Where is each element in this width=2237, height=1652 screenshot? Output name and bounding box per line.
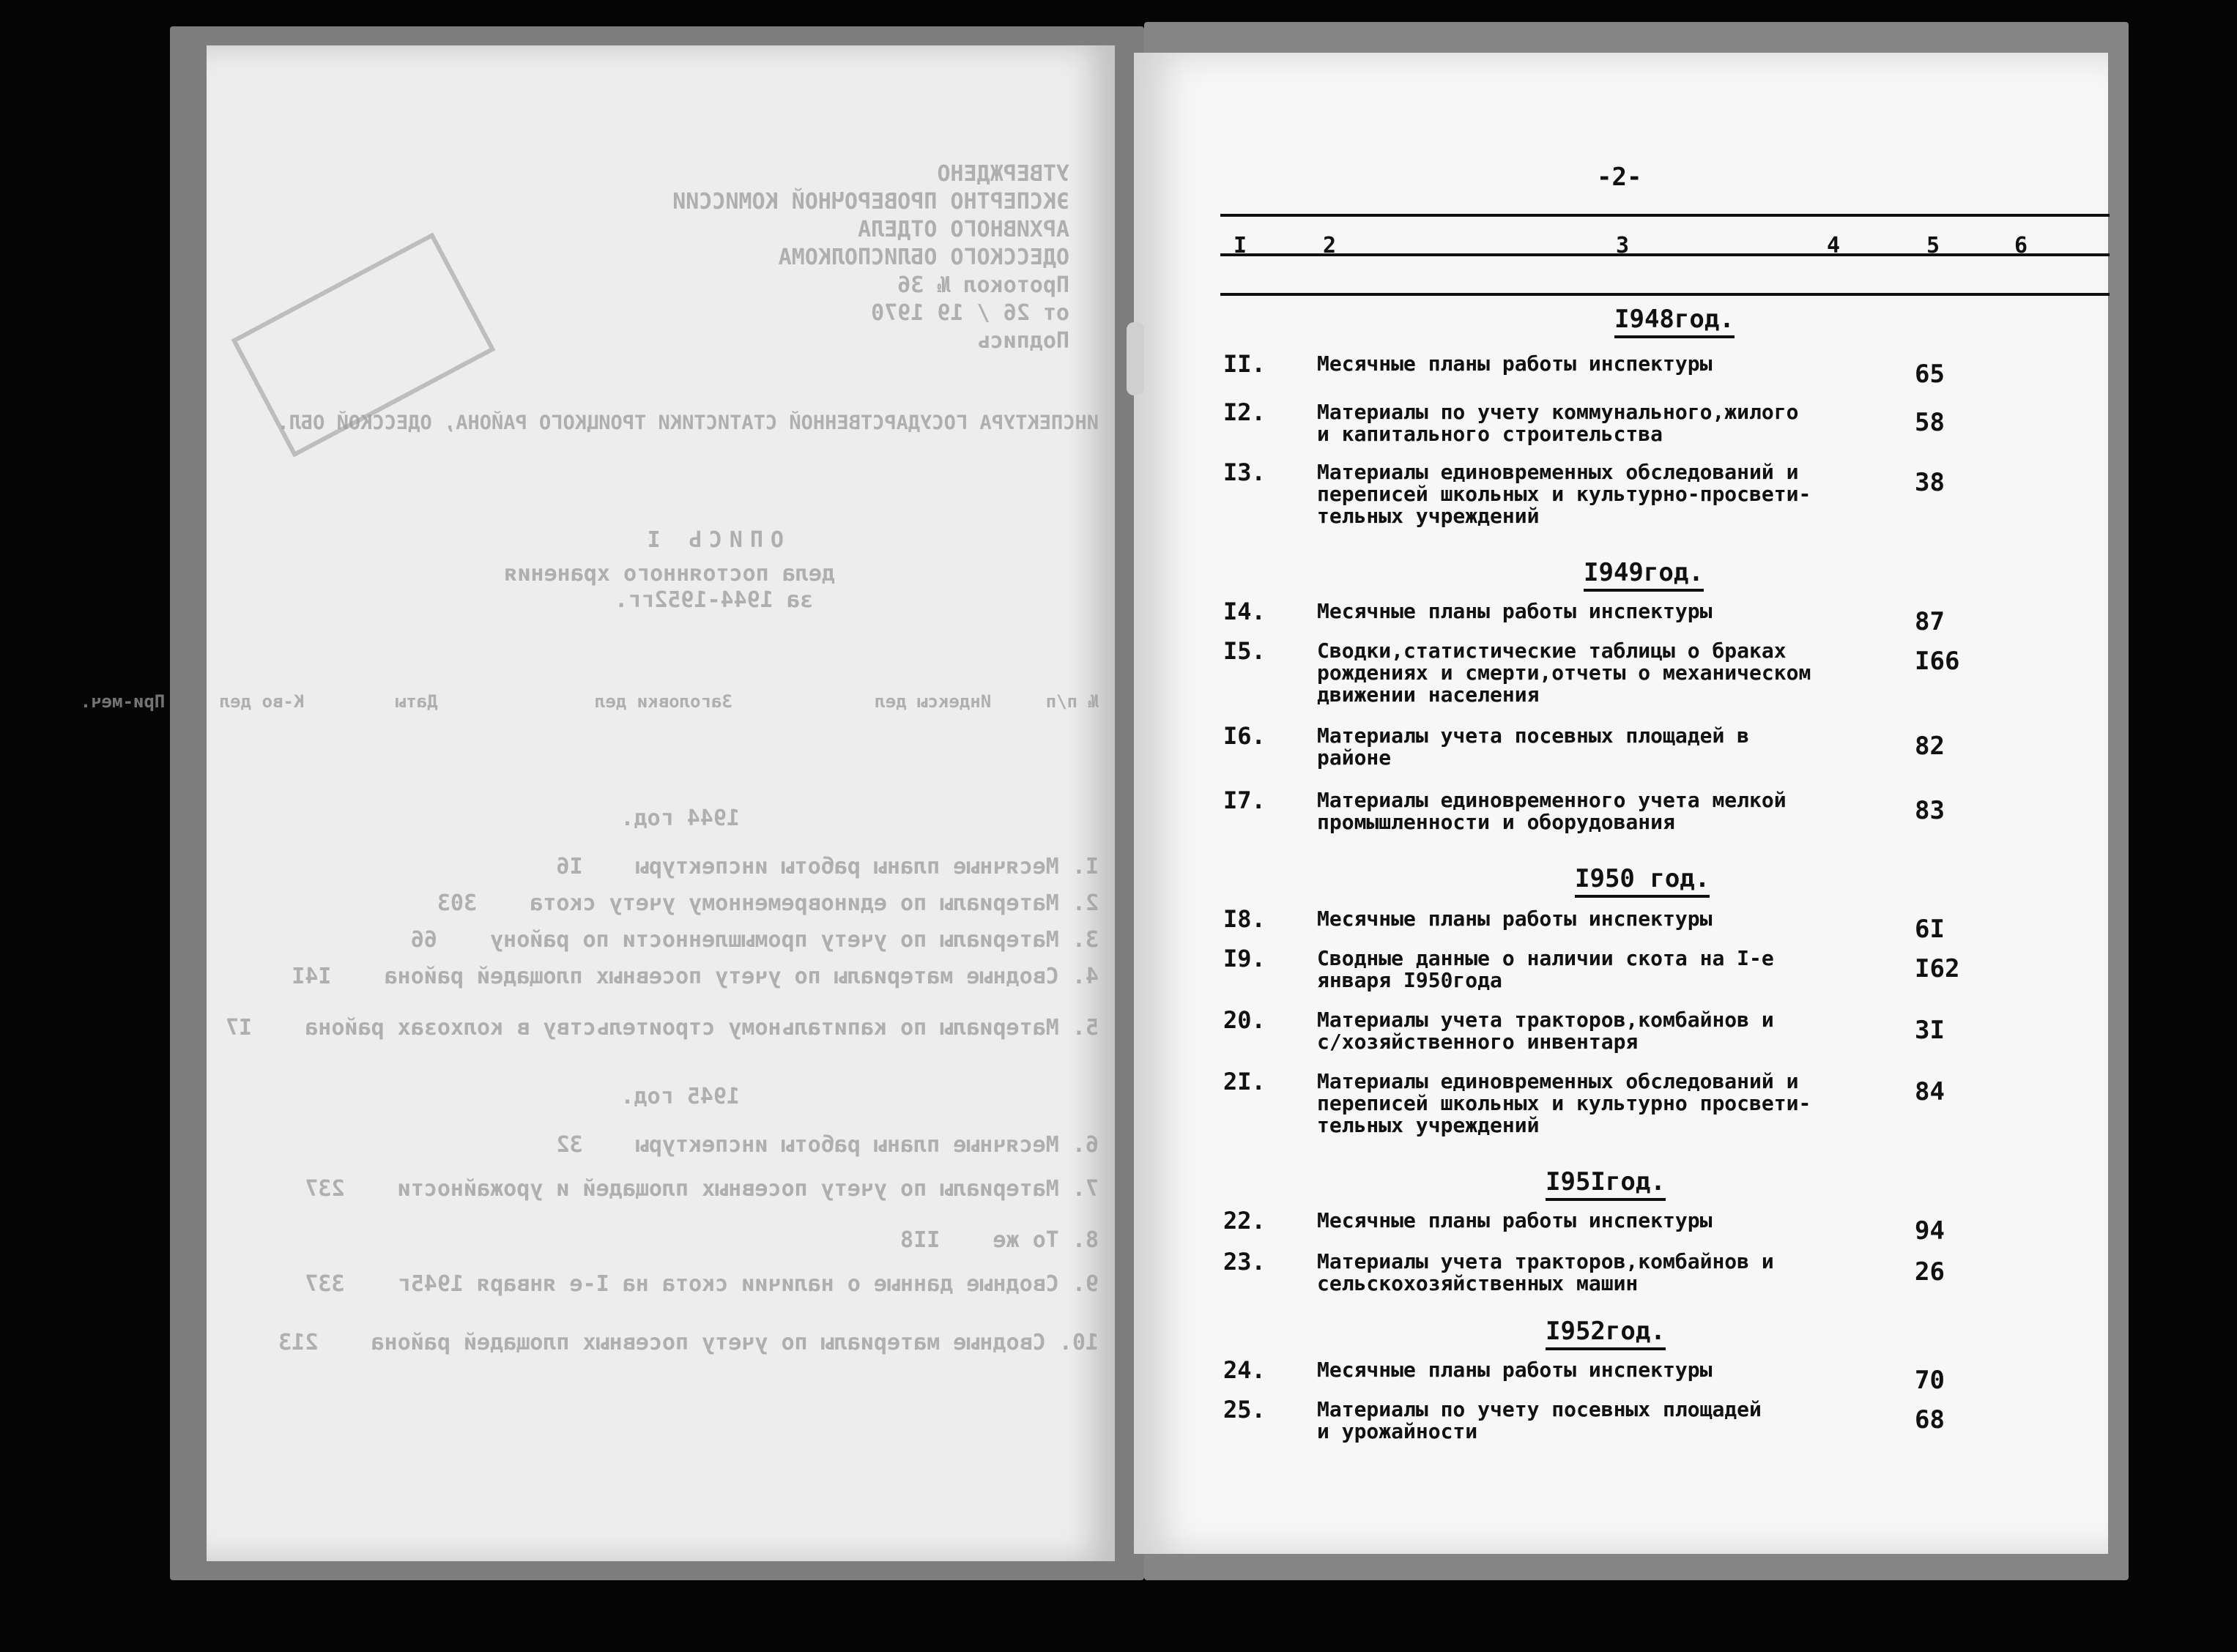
table-top-rule xyxy=(1220,214,2110,217)
list-item: 4. Сводные материалы по учету посевных площадей района I4I xyxy=(292,964,1099,989)
column-number: 2 xyxy=(1323,233,1337,258)
row-text: Материалы учета тракторов,комбайнов и xyxy=(1317,1008,1774,1032)
row-text: Месячные планы работы инспектуры xyxy=(1317,1208,1713,1232)
row-text: переписей школьных и культурно-просвети- xyxy=(1317,482,1811,506)
row-quantity: 68 xyxy=(1915,1405,1945,1435)
row-quantity: 3I xyxy=(1915,1016,1945,1045)
row-number: II. xyxy=(1223,350,1266,378)
row-text: Материалы по учету коммунального,жилого xyxy=(1317,400,1799,424)
row-text: и урожайности xyxy=(1317,1419,1478,1443)
list-item: 7. Материалы по учету посевных площадей и урожайности 237 xyxy=(305,1176,1099,1202)
row-text: рождениях и смерти,отчеты о механическом xyxy=(1317,661,1811,685)
column-number: 5 xyxy=(1926,233,1940,258)
row-number: I9. xyxy=(1223,945,1266,972)
row-quantity: 65 xyxy=(1915,360,1945,389)
column-number: 6 xyxy=(2014,233,2028,258)
list-item: I. Месячные планы работы инспектуры I6 xyxy=(556,854,1099,879)
binding-ring xyxy=(1127,322,1144,395)
stamp-line: ОДЕССКОГО ОБЛИСПОЛКОМА xyxy=(778,245,1069,270)
list-item: 9. Сводные данные о наличии скота на I-е января 1945г 337 xyxy=(305,1271,1099,1297)
list-item: 8. То же II8 xyxy=(900,1227,1099,1253)
row-number: I4. xyxy=(1223,598,1266,625)
year-heading: I948год. xyxy=(1614,305,1735,338)
row-text: тельных учреждений xyxy=(1317,504,1540,528)
page-number: -2- xyxy=(1597,163,1642,192)
list-item: 5. Материалы по капитальному строительству в колхозах района I7 xyxy=(225,1015,1099,1041)
row-text: Материалы учета тракторов,комбайнов и xyxy=(1317,1249,1774,1273)
row-number: I3. xyxy=(1223,458,1266,486)
row-text: Материалы по учету посевных площадей xyxy=(1317,1397,1762,1421)
row-number: 2I. xyxy=(1223,1068,1266,1095)
column-number: 4 xyxy=(1827,233,1841,258)
year-heading: I949год. xyxy=(1584,558,1704,592)
inventory-title: ОПИСЬ I xyxy=(639,527,784,553)
year-heading: 1945 год. xyxy=(620,1084,740,1109)
row-text: и капитального строительства xyxy=(1317,422,1663,446)
stamp-line: ЭКСПЕРТНО ПРОВЕРОЧНОЙ КОМИССИИ xyxy=(672,189,1069,215)
row-number: 24. xyxy=(1223,1356,1266,1384)
row-quantity: I62 xyxy=(1915,954,1960,983)
row-quantity: 58 xyxy=(1915,408,1945,437)
row-quantity: 26 xyxy=(1915,1257,1945,1287)
row-quantity: 94 xyxy=(1915,1216,1945,1246)
table-header-rule xyxy=(1220,253,2110,256)
row-number: 23. xyxy=(1223,1248,1266,1276)
stamp-line: Протокол № 36 xyxy=(897,272,1069,298)
stamp-line: УТВЕРЖДЕНО xyxy=(937,161,1069,187)
stamp-line: АРХИВНОГО ОТДЕЛА xyxy=(858,217,1069,242)
row-text: Материалы единовременных обследований и xyxy=(1317,1069,1799,1093)
header-cell: При-меч. xyxy=(80,691,166,712)
row-text: Месячные планы работы инспектуры xyxy=(1317,351,1713,376)
row-text: января I950года xyxy=(1317,968,1502,992)
row-text: тельных учреждений xyxy=(1317,1113,1540,1137)
table-header-bottom-rule xyxy=(1220,293,2110,296)
row-text: промышленности и оборудования xyxy=(1317,810,1675,834)
row-quantity: 38 xyxy=(1915,468,1945,497)
inventory-subtitle: дела постоянного хранения xyxy=(504,561,835,587)
row-text: Месячные планы работы инспектуры xyxy=(1317,1358,1713,1382)
row-number: I7. xyxy=(1223,786,1266,814)
row-text: Месячные планы работы инспектуры xyxy=(1317,907,1713,931)
row-text: Сводные данные о наличии скота на I-е xyxy=(1317,946,1774,970)
row-quantity: 82 xyxy=(1915,732,1945,761)
list-item: 2. Материалы по единовременному учету скота 303 xyxy=(437,890,1099,916)
row-text: сельскохозяйственных машин xyxy=(1317,1271,1639,1295)
row-number: I2. xyxy=(1223,398,1266,426)
row-quantity: 87 xyxy=(1915,607,1945,636)
row-quantity: 84 xyxy=(1915,1077,1945,1106)
row-text: Месячные планы работы инспектуры xyxy=(1317,599,1713,623)
year-heading: I95Iгод. xyxy=(1546,1167,1666,1201)
row-quantity: I66 xyxy=(1915,647,1960,676)
year-heading: 1944 год. xyxy=(620,805,740,831)
row-text: Материалы единовременных обследований и xyxy=(1317,460,1799,484)
org-line: ИНСПЕКТУРА ГОСУДАРСТВЕННОЙ СТАТИСТИКИ ТРОИЦКОГО РАЙОНА, ОДЕССКОЙ ОБЛ. xyxy=(277,412,1099,434)
stamp-line: Подпись xyxy=(976,328,1069,354)
year-heading: I950 год. xyxy=(1575,864,1710,898)
row-number: I6. xyxy=(1223,722,1266,750)
list-item: 6. Месячные планы работы инспектуры 32 xyxy=(556,1132,1099,1158)
row-quantity: 83 xyxy=(1915,796,1945,825)
row-text: Сводки,статистические таблицы о браках xyxy=(1317,639,1787,663)
row-number: 25. xyxy=(1223,1396,1266,1424)
table-header xyxy=(81,688,1099,715)
row-text: с/хозяйственного инвентаря xyxy=(1317,1030,1639,1054)
row-number: I8. xyxy=(1223,905,1266,933)
header-cell: № п/п xyxy=(1045,691,1099,712)
header-cell: Заголовки дел xyxy=(595,691,732,712)
header-cell: Индексы дел xyxy=(875,691,992,712)
column-number: I xyxy=(1233,233,1247,258)
row-text: переписей школьных и культурно просвети- xyxy=(1317,1091,1811,1115)
list-item: 3. Материалы по учету промышленности по району 66 xyxy=(410,927,1099,953)
header-cell: Даты xyxy=(395,691,438,712)
row-text: Материалы единовременного учета мелкой xyxy=(1317,788,1787,812)
row-number: I5. xyxy=(1223,637,1266,665)
column-number: 3 xyxy=(1616,233,1630,258)
year-heading: I952год. xyxy=(1546,1317,1666,1350)
row-text: движении населения xyxy=(1317,682,1540,707)
row-number: 22. xyxy=(1223,1207,1266,1235)
row-text: районе xyxy=(1317,745,1392,770)
header-cell: К-во дел xyxy=(219,691,305,712)
row-quantity: 6I xyxy=(1915,915,1945,944)
row-text: Материалы учета посевных площадей в xyxy=(1317,723,1750,748)
list-item: 10. Сводные материалы по учету посевных площадей района 213 xyxy=(278,1330,1099,1355)
inventory-subtitle: за 1944-1952гг. xyxy=(615,587,813,613)
stamp-line: от 26 / 19 1970 xyxy=(871,300,1069,326)
row-number: 20. xyxy=(1223,1006,1266,1034)
row-quantity: 70 xyxy=(1915,1366,1945,1395)
